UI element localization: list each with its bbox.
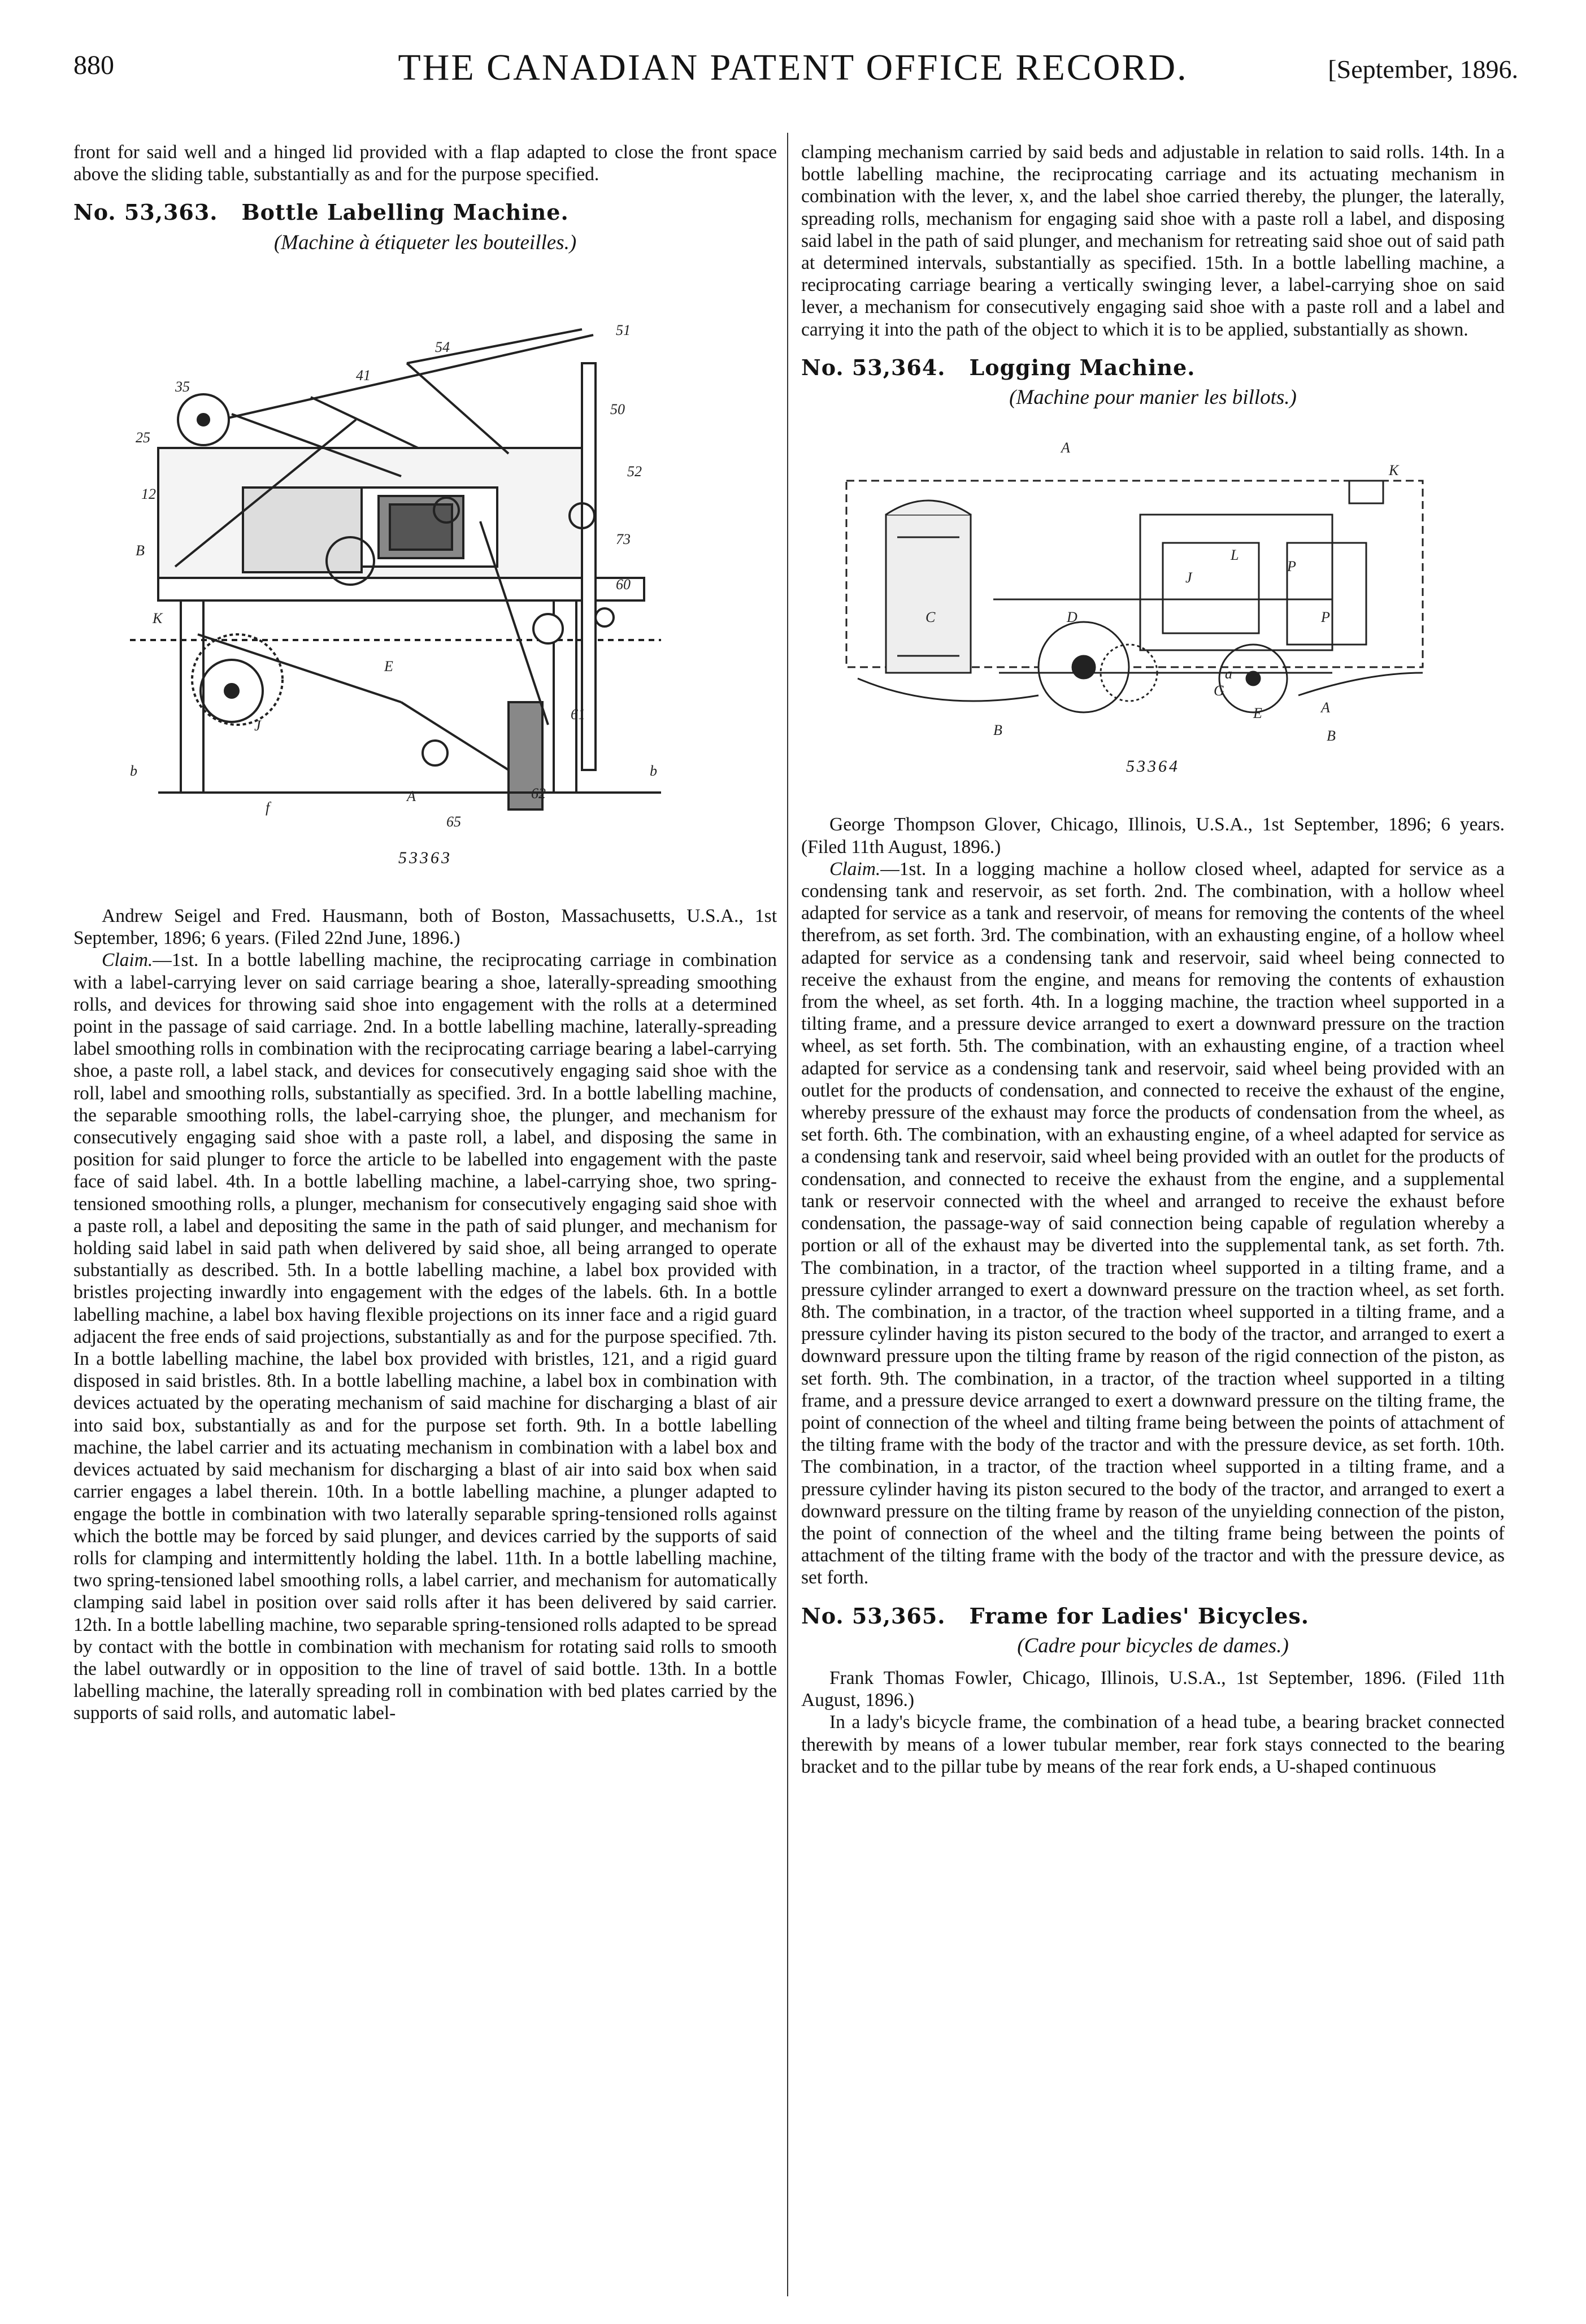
svg-text:f: f — [266, 799, 270, 816]
svg-text:62: 62 — [531, 785, 546, 802]
patent-translation: (Machine à étiqueter les bouteilles.) — [273, 230, 577, 254]
svg-text:b: b — [650, 762, 657, 779]
svg-text:D: D — [1067, 609, 1077, 626]
svg-text:K: K — [153, 610, 163, 626]
patent-number: No. 53,365. — [801, 1603, 946, 1629]
svg-text:50: 50 — [610, 401, 625, 417]
continuation-text: clamping mechanism carried by said beds and adjustable in relation to said rolls. 14th. In a bottle labelling machine, the reciprocating carriage and its actuating mechanism in combination with the lever, x, and the label shoe carried thereby, the plunger, the laterally, spreading rolls, mechanism for engaging said shoe with a paste roll a label, and disposing said label in the path of said plunger, and mechanism for retreating said shoe out of said path at determined intervals, substantially as specified. 15th. In a bottle labelling machine, a reciprocating carriage bearing a vertically swinging lever, a label-carrying shoe on said lever, a mechanism for consecutively engaging said shoe with a paste roll and a label and carrying it into the path of the object to which it is to be applied, substantially as shown. — [801, 142, 1505, 340]
inventor-details: Frank Thomas Fowler, Chicago, Illinois, U.S.A., 1st September, 1896. (Filed 11th August, 1896.) — [801, 1667, 1505, 1711]
claims-paragraph — [73, 949, 777, 1724]
journal-title: THE CANADIAN PATENT OFFICE RECORD. — [398, 47, 1188, 88]
svg-text:60: 60 — [616, 576, 631, 593]
svg-text:54: 54 — [435, 338, 450, 355]
svg-text:41: 41 — [356, 367, 371, 384]
claim-text: —1st. In a logging machine a hollow closed wheel, adapted for service as a condensing tank and reservoir, as set forth. 2nd. The combination, with a hollow wheel adapted for service as a tank and reservoir, of means for removing the contents of the wheel therefrom, as set forth. 3rd. The combination, with an exhausting engine, of a hollow wheel adapted for service as a condensing tank and reservoir, said wheel being connected to receive the exhaust from the engine, and means for removing the contents of exhaustion from the wheel, as set forth. 4th. In a logging machine, the traction wheel supported in a tilting frame, and a pressure device arranged to exert a downward pressure on the traction wheel, as set forth. 5th. The combination, with an exhausting engine, of a traction wheel adapted for service as a condensing tank and reservoir, said wheel being provided with an outlet for the products of condensation, and connected to receive the exhaust of the engine, whereby pressure of the exhaust may force the products of condensation from the wheel, as set forth. 6th. The combination, with an exhausting engine, of a wheel adapted for service as a condensing tank and reservoir, said wheel being provided with an outlet for the products of condensation, and connected to receive the exhaust from the engine, and a supplemental tank or reservoir connected with the wheel and arranged to receive the exhaust before condensation, the passage-way of said connection being capable of regulation whereby a portion or all of the exhaust may be diverted into the supplemental tank, as set forth. 7th. The combination, in a tractor, of the traction wheel supported in a tilting frame, and a pressure cylinder arranged to exert a downward pressure on the traction wheel, as set forth. 8th. The combination, in a tractor, of the traction wheel supported in a tilting frame, and a pressure cylinder having its piston secured to the body of the tractor, and arranged to exert a downward pressure upon the tilting frame by reason of the rigid connection of the piston, as set forth. 9th. The combination, in a tractor, of the traction wheel supported in a tilting frame, and a pressure device arranged to exert a downward pressure on the tilting frame, the point of connection of the wheel and tilting frame being between the points of attachment of the tilting frame with the body of the tractor and with the pressure device, as set forth. 10th. The combination, in a tractor, of the traction wheel supported in a tilting frame, and a pressure cylinder having its piston secured to the body of the tractor, and arranged to exert a downward pressure on the tilting frame by reason of the unyielding connection of the piston, the point of connection of the wheel and the tilting frame being between the points of attachment of the tilting frame with the body of the tractor and with the pressure device, as set forth. — [801, 858, 1505, 1588]
svg-text:b: b — [130, 762, 137, 779]
logging-machine-figure — [824, 430, 1479, 752]
svg-text:73: 73 — [616, 530, 631, 547]
column-rule — [787, 133, 788, 2296]
svg-text:B: B — [993, 722, 1002, 739]
svg-text:J: J — [1185, 569, 1192, 586]
spacer — [73, 869, 777, 905]
continuation-text: front for said well and a hinged lid provided with a flap adapted to close the front space above the sliding table, substantially as and for the purpose specified. — [73, 142, 777, 185]
patent-translation: (Machine pour manier les billots.) — [1009, 386, 1297, 410]
svg-text:65: 65 — [446, 813, 461, 830]
figure-number: 53364 — [1126, 757, 1180, 776]
svg-text:C: C — [925, 609, 936, 626]
svg-text:51: 51 — [616, 321, 631, 338]
svg-text:B: B — [136, 542, 145, 559]
svg-text:P: P — [1321, 609, 1330, 626]
patent-title: Bottle Labelling Machine. — [241, 199, 569, 225]
claim-text: —1st. In a bottle labelling machine, the reciprocating carriage in combination with a label-carrying lever on said carriage bearing a shoe, laterally-spreading smoothing rolls, and devices for throwing said shoe into engagement with the rolls at a determined point in the passage of said carriage. 2nd. In a bottle labelling machine, laterally-spreading label smoothing rolls in combination with the reciprocating carriage bearing a label-carrying shoe, a paste roll, a label stack, and devices for consecutively engaging said shoe with the roll, label and smoothing rolls, substantially as specified. 3rd. In a bottle labelling machine, the separable smoothing rolls, the label-carrying shoe, the plunger, and mechanism for consecutively engaging said shoe with a paste roll, a label, and disposing the same in position for said plunger to force the article to be labelled into engagement with the paste face of said label. 4th. In a bottle labelling machine, a label-carrying shoe, two spring-tensioned smoothing rolls, a plunger, mechanism for consecutively engaging said shoe with a paste roll, a label and depositing the same in the path of said plunger, and mechanism for holding said label in said path when delivered by said shoe, all being arranged to operate substantially as described. 5th. In a bottle labelling machine, a label box provided with bristles projecting inwardly into engagement with the edges of the labels. 6th. In a bottle labelling machine, a label box having flexible projections on its inner face and a rigid guard adjacent the free ends of said projections, substantially as and for the purpose specified. 7th. In a bottle labelling machine, the label box provided with bristles, 121, and a rigid guard disposed in said bristles. 8th. In a bottle labelling machine, a label box in combination with devices actuated by the operating mechanism of said machine for discharging a blast of air into said box, substantially as and for the purpose set forth. 9th. In a bottle labelling machine, the label carrier and its actuating mechanism in combination with a label box and devices actuated by said mechanism for discharging a blast of air into said box when said carrier engages a label therein. 10th. In a bottle labelling machine, a plunger adapted to engage the bottle in combination with two laterally separable spring-tensioned rolls against which the bottle may be forced by said plunger, and devices carried by the supports of said rolls for clamping and intermittently holding the label. 11th. In a bottle labelling machine, two spring-tensioned label smoothing rolls, a label carrier, and mechanism for automatically clamping said label in position over said rolls after it has been delivered by said carrier. 12th. In a bottle labelling machine, two separable spring-tensioned rolls adapted to be spread by contact with the bottle in combination with mechanism for rotating said rolls to smooth the label outwardly or in opposition to the line of travel of said bottle. 13th. In a bottle labelling machine, the laterally spreading roll in combination with bed plates carried by the supports of said rolls, and automatic label- — [73, 950, 777, 1724]
patent-number: No. 53,364. — [801, 354, 946, 380]
patent-heading — [73, 201, 777, 223]
left-column — [73, 141, 777, 1725]
patent-heading — [801, 356, 1505, 378]
patent-number: No. 53,363. — [73, 199, 218, 225]
svg-text:12: 12 — [141, 485, 156, 502]
inventor-details: George Thompson Glover, Chicago, Illinois, U.S.A., 1st September, 1896; 6 years. (Filed 11th August, 1896.) — [801, 814, 1505, 858]
svg-text:35: 35 — [175, 378, 190, 395]
svg-text:E: E — [1253, 705, 1262, 722]
patent-title: Frame for Ladies' Bicycles. — [969, 1603, 1309, 1629]
svg-text:25: 25 — [136, 429, 150, 446]
right-column — [801, 141, 1505, 1778]
figure-number: 53363 — [398, 848, 452, 867]
svg-text:52: 52 — [627, 463, 642, 480]
svg-text:B: B — [1327, 728, 1336, 745]
patent-heading — [801, 1605, 1505, 1627]
svg-text:A: A — [1061, 439, 1070, 456]
issue-date: [September, 1896. — [1328, 55, 1518, 84]
svg-text:A: A — [407, 787, 416, 804]
page-number: 880 — [73, 50, 114, 80]
svg-text:P: P — [1287, 558, 1296, 575]
claim-label: Claim. — [102, 950, 153, 971]
svg-text:J: J — [254, 717, 261, 734]
svg-text:61: 61 — [571, 706, 585, 723]
claims-paragraph — [801, 858, 1505, 1589]
svg-text:A: A — [1321, 699, 1330, 716]
svg-text:G: G — [1214, 682, 1224, 699]
claims-paragraph: In a lady's bicycle frame, the combination of a head tube, a bearing bracket connected therewith by means of a lower tubular member, rear fork stays connected to the bearing bracket and to the pillar tube by means of the rear fork ends, a U-shaped continuous — [801, 1712, 1505, 1777]
spacer — [801, 777, 1505, 813]
patent-title: Logging Machine. — [969, 354, 1196, 380]
claim-label: Claim. — [829, 858, 881, 880]
svg-text:K: K — [1389, 462, 1399, 479]
svg-text:a: a — [1225, 665, 1232, 682]
page-header — [0, 0, 1586, 88]
svg-text:E: E — [384, 658, 393, 674]
bottle-labelling-machine-figure — [119, 273, 672, 843]
svg-text:L: L — [1231, 547, 1239, 564]
patent-translation: (Cadre pour bicycles de dames.) — [1017, 1634, 1289, 1657]
inventor-details: Andrew Seigel and Fred. Hausmann, both of Boston, Massachusetts, U.S.A., 1st September, 1896; 6 years. (Filed 22nd June, 1896.) — [73, 906, 777, 949]
